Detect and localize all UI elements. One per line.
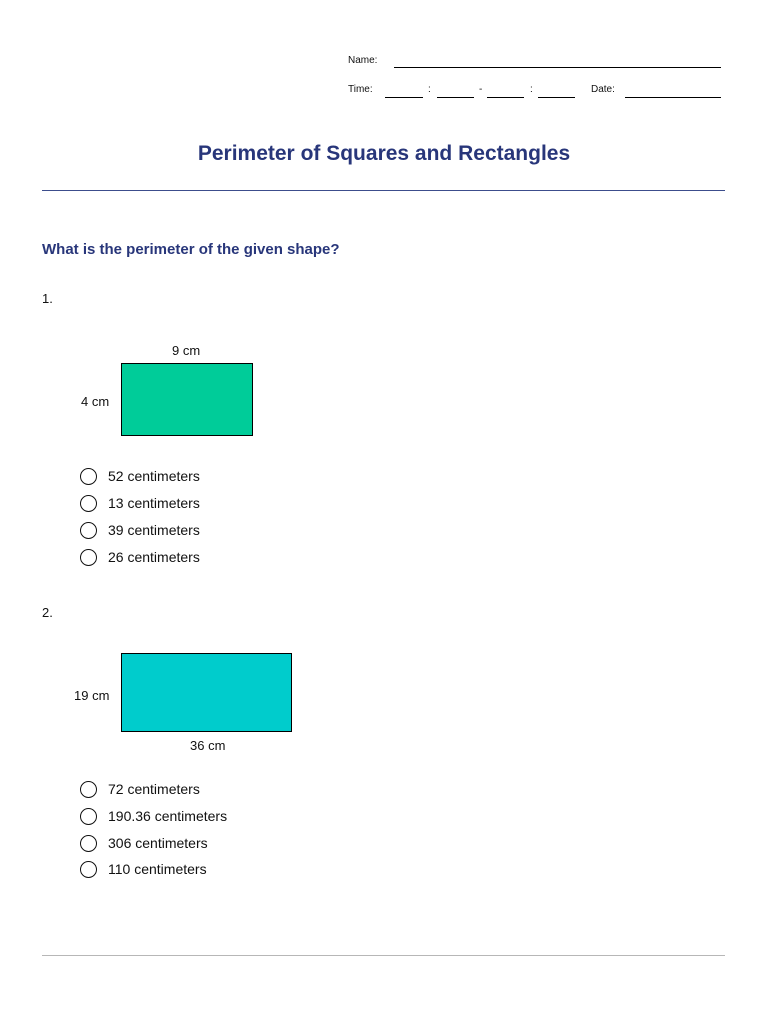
question-2-width-label: 36 cm <box>190 738 226 753</box>
option-label: 110 centimeters <box>108 861 207 877</box>
time-start-hour-field[interactable] <box>385 97 423 98</box>
radio-button[interactable] <box>80 835 97 852</box>
time-start-minute-field[interactable] <box>437 97 474 98</box>
question-2-option-3[interactable] <box>80 833 208 853</box>
option-label: 72 centimeters <box>108 781 200 797</box>
time-colon-1: : <box>428 84 431 95</box>
time-label: Time: <box>348 84 373 95</box>
question-1-option-4[interactable] <box>80 547 200 567</box>
option-label: 306 centimeters <box>108 835 208 851</box>
page-title: Perimeter of Squares and Rectangles <box>197 142 571 165</box>
question-2-height-label: 19 cm <box>74 688 110 703</box>
question-1-width-label: 9 cm <box>172 343 201 358</box>
question-2-number: 2. <box>42 605 53 620</box>
time-end-minute-field[interactable] <box>538 97 575 98</box>
question-1-option-1[interactable] <box>80 466 200 486</box>
radio-button[interactable] <box>80 808 97 825</box>
option-label: 39 centimeters <box>108 522 200 538</box>
time-end-hour-field[interactable] <box>487 97 524 98</box>
time-colon-2: : <box>530 84 533 95</box>
question-1-height-label: 4 cm <box>81 394 110 409</box>
radio-button[interactable] <box>80 522 97 539</box>
question-1-option-2[interactable] <box>80 493 200 513</box>
name-label: Name: <box>348 55 378 66</box>
radio-button[interactable] <box>80 468 97 485</box>
radio-button[interactable] <box>80 549 97 566</box>
radio-button[interactable] <box>80 495 97 512</box>
option-label: 190.36 centimeters <box>108 808 228 824</box>
question-2-option-4[interactable] <box>80 859 207 879</box>
question-1-option-3[interactable] <box>80 520 200 540</box>
question-2-rectangle <box>121 653 292 732</box>
name-field[interactable] <box>394 67 721 68</box>
option-label: 52 centimeters <box>108 468 200 484</box>
question-2-option-1[interactable] <box>80 779 200 799</box>
option-label: 13 centimeters <box>108 495 200 511</box>
question-1-rectangle <box>121 363 253 436</box>
radio-button[interactable] <box>80 781 97 798</box>
question-2-option-2[interactable] <box>80 806 227 826</box>
title-divider <box>42 190 725 191</box>
footer-divider <box>42 955 725 956</box>
date-field[interactable] <box>625 97 721 98</box>
time-dash: - <box>479 84 483 95</box>
question-1-number: 1. <box>42 291 53 306</box>
option-label: 26 centimeters <box>108 549 200 565</box>
date-label: Date: <box>591 84 615 95</box>
instruction-heading: What is the perimeter of the given shape? <box>42 241 340 258</box>
radio-button[interactable] <box>80 861 97 878</box>
